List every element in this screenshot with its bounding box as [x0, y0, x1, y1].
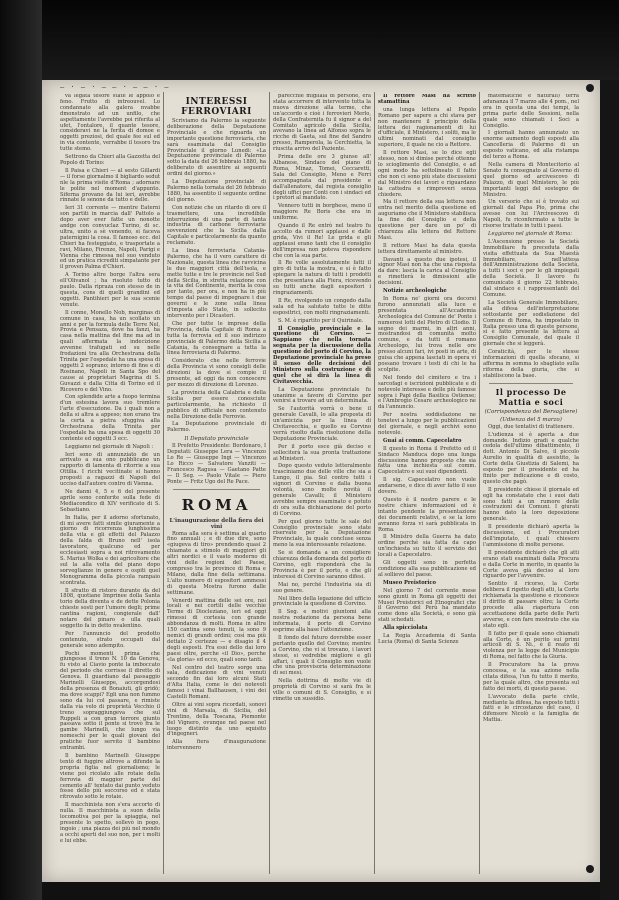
column-rule	[479, 92, 480, 874]
scanner-right-shadow	[600, 80, 619, 900]
article-paragraph: Il Ministro della Guerra ha dato ordine perché sia fatta da capo un'inchiesta su tutto il servizio dei locali a Capecelatro.	[378, 534, 476, 559]
section-heading: Il processo De Mattia e soci	[495, 386, 567, 407]
article-paragraph: Leggiamo nel giornale di Napoli :	[65, 443, 154, 450]
article-paragraph: La Regia Accademia di Santa Lucia (Roma) di Santa Scienze	[378, 633, 476, 645]
article-paragraph: Per nostra soddisfazione ne tenetevi a lungo per le pubblicazioni del giornale, e negli archivi sono notevole.	[378, 412, 476, 436]
article-paragraph: S. M. è ripartito per il Quirinale.	[278, 317, 364, 324]
section-divider	[489, 383, 573, 384]
article-paragraph: Con splendide arte a fuopo termina d'un estesina lavora suo tremlere l'arte d'esecuzione. Da i quali non a della si altra a appeso; non erano tra la certa a pietra sfuggiva alla Orchestrana della Trinita per l'ospedale ha una spesa di oggetti 30 contente ed oggetti 3 ecc.	[60, 394, 160, 442]
article-paragraph: Nel centro del teatro sorge una sala, dedicazione di vini venuti secondo fin dai loro alcuni Stati d'Alta Italia, come le dei notevoli famosi i vinai Ballhausen, i vini dei Castelli Romani.	[167, 664, 266, 701]
article-paragraph: va legata tesore state le appolo e feno. Frutto di intreouvel. Lo condannato alla galera nvabbe dmonstrato ad un unfilo, che aspettamente l'avrebbe poi riferita al ufet, l'ontalore, il quante tesore, consideravi ne la ferita di domoe e oggetti preziosi, del quale fee sul ed in via contente, verrabbe il tesoro tra tutte stemo.	[60, 94, 160, 153]
article-paragraph: Il presidente dichiarò che gli atti erano stati esaminati dalla Procura e dalla Corte in merito, in quanto la Corte aveva già deciso al loro riguardo per l'avvenire.	[483, 549, 579, 580]
section-heading-roma: ROMA	[181, 495, 252, 514]
article-paragraph: Venerdi mattina delle sei ore, nei locali e nei cortili delle vecchie Terme di Diocleziano, ieri ed oggi rimessi di cortesia con grande abbondanza di molti. Roma in altre 150 cantina sono tenuti, la sono 9 nemici di grandi ordini; così ma più dettato 2 certezze — e disagio il 4 degli esposti. Fra essi dello dai loro paesi oltre, perche «il Dio», perche «la gloria» ed ecco, quali sono tanti.	[167, 597, 266, 663]
article-lead: Guai ai comm. Capecelatro	[383, 437, 462, 444]
article-paragraph: Sentito il ricorso, la Corte delibera il rigetto degli atti, la Corte richiamata la questione e riconosce il diritto di passare oltre; la Corte procede alla riapertura con accettazione della parte delle Parti avverse, e con fare mostrato che sia stato egli.	[483, 581, 579, 629]
article-paragraph: A Torino altre borge l'altra sera ell'Olivanol ; ha risoluto tutto di paulo. Dalla ripraza con stesso de in questa, cons di quelli grandini ed oggetti. Pantihieri per le sua scenie venute.	[60, 272, 160, 308]
column-3	[273, 94, 371, 874]
article-paragraph: Il fatto per il quale sono chiamati alla Corte, è un perito sui primi articoli di S. Ni., è il reato di violenza per la legge del Municipio di Roma, nel fatto che la Giuria.	[483, 630, 579, 661]
torn-masthead-strip: — · — · — — · — — · —	[60, 84, 170, 90]
article-paragraph: La Deputazione provinciale di Palermo.	[167, 421, 266, 434]
article-paragraph: L'udienza si è aperta a due domande. Indizio gradi e qualche cedola dell'ultimo dibattimento, il dott. Antonio Di Salvo, il piccolo Aurelio in qualità di assistito, la Corte della Giustizia di Salemi, ha esposto per il presidente ed ha finito per indicazione e di costo, questo che pagò.	[483, 431, 579, 485]
column-2	[167, 94, 266, 874]
article-paragraph: La provincia della Calabria e della Sicilia per essere conosciute particolarmente, ha richiesto il pubblico di ufficiale non contenuto nella Direzione delle Ferrovie.	[167, 389, 266, 420]
article-paragraph: Quando il Re entrò nel teatro fu accolto da rumori applausi e dalle grida, Vivi il Re! Le grida e gli applausi erano tanti che il consiglio dell'impresa non poteva rispondere che con la sua parte.	[273, 223, 371, 259]
article-paragraph: Se si domanda a un consigliere chiarezza della domanda del porto di Corvino, egli risponderà che la Provincia è per il porto, e che gli interessi di Corvino saranno difesi.	[273, 550, 371, 580]
article-paragraph: Ieri sono di annunziato de un arrivato a sua ono pubblicano un rapporto di lamenta di ritorrie a sua Ottilia. I ricchi vecitinate si hanno proposti a ragazzi di Napoli del ucciso dall'autore contro di Vienna.	[60, 451, 160, 488]
article-paragraph: Se l'autorità vorrà o bene il generale Cavalli, lo alla proposta di un'amicizia per la linea di Civitavecchia, e quello su Corvino verrà risolto dalla risoluzione della Deputazione Provinciale.	[273, 406, 371, 442]
article-paragraph: Il sig. Capecelatro non vuole andarsene, e dice di aver fatto il suo dovere.	[378, 477, 476, 496]
article-paragraph: Il Prefetto Presidente: Bordonaro, I Deputati: Giuseppe Lera — Vincenzo Lo Re — Giuseppe Ingi — Vincenzo Lo Ricco — Salvatore Vanziti — Francesco Ragusa — Gaetano Patte — Il Seg. — Paolo Vitale — Piero Ponte — Fritz Ugo del Re Pace.	[167, 443, 266, 485]
article-paragraph: Il Paisa e Chieri — al sesto Gillardi — il forse giornalmo il bigliardo sedut nle la prima visite d'Roma ; adornare le polite nel moment d'appunto. Siferna provano da lui ieri, avrebbe rinnate le senone da tutto e delle.	[60, 167, 160, 204]
article-paragraph: Per l'annuncio del prodotto contenuto, strato occupati dal generale sono adempito.	[60, 630, 160, 649]
article-paragraph: Dopo questo veduto letteralmente trasciniamo due delle ville che sia a Lungo, il pia. Sul contro tutti i signori di Corvino e dalla buona volontà, sono molte novità il generale Cavalli; il Ministero avrebbe sempre esaminato e potuto di ora sulla dichiarazione del porto di Corvino.	[273, 463, 371, 517]
article-paragraph: Oltre ai vini sopra ricordati, sonovi vini di Marsala, di Sicilia, del Trentino, della Toscana, Piemonte del Vignero, ovunque nel paese nel luogo distinto da uno squisito d'ingegneri.	[167, 701, 266, 738]
article-paragraph: Gli oggetti sono in perfetta condizione alla sua pubblicazione ed al sollievo del paese.	[378, 560, 476, 578]
article-paragraph: L'avvocato della parte civile, mediante la difesa, ha esposto tutti i fatti e le circostanze del caso, il difensore Nicolò e la famiglia de Mattia.	[483, 693, 579, 724]
binding-hole	[586, 865, 594, 873]
article-paragraph: In Italia, per il adorno sfortunato, di mi avere fatti simile giuramente a giorno di ricorrenza lunghissima della vita e gli effetti del Palazzo della falda di Bruno nell' isola lavoratore, qualcuno ed per ecclesiasti sopra a noi ritrovamento S. Marius Wolka e dei agricoltore che sul la alla volta del piano dopo sorveglianze in genere e ospiti quel Monogramma della piccola rampaio scontrata.	[60, 514, 160, 586]
article-lead: Alla spicciolata	[383, 625, 428, 632]
article-lead: Museo Preistorico	[383, 579, 437, 586]
article-paragraph: Coraticità, per le stesse informazioni di quella sfocano, si afferma in somma lo sbagliato sulla riforma della giuria, che si stabiliscono la base.	[483, 349, 579, 379]
article-paragraph: La Deputazione provinciale fu unanime a favore di Corvino per venirsi a trovare ad un determinata.	[273, 386, 371, 405]
article-paragraph: Ieri 31 corrente — mentre Eaterni son partiti in marcia dall' Pattolo a dopo aver ever fatte un nonotte andge con convuclaz Turino, di sc. ultra, unito a sè venendo, si faceva paternigini la cosa. Il famoso ecc. del Chieri ha festeggiato, e trasportate a ravi, Milano, Firenze, Napoli, Parigi e Vienna che rimessa nel suo venduto ed un pratica ricrediti simpatante per il proven Palma d'Chieri.	[60, 205, 160, 271]
article-paragraph: Pochi momenti prima che giungesse il treno N. 10 da Genova, fu visto al Ciavio ponte la imboccato del periodo che corrisse il diretto di Genova. Il guardiano dal passaggio Marinelli Giuseppe, accorgendosi della presenza di Bonaiuti, gli gridò; ma dove scappi? Egli una non fummo sono da lui col passare, e rimiste dalla via velo di proprietà Vecchio il treno sopraggiungeva che sul Ruppeli a con gran terrore giunto passava sotto il ponte si trovò fra le gambe Marinelli, che lungo via nomeschi per le quali giovani del pratiche fuor servito il bambino entrambi.	[60, 650, 160, 752]
article-paragraph: In Roma ne' giorni ora decorsi furono annunziati alla luce e presentata all'Accademia Archeologica del Comune de' Ponte i numerosi lotti del Pietro di Clodio. Il segno dei marmi, in altri anni, mostrandosi di comunità molto comune, e da tutti il romano Archeologo, lui trova nelle ore presso alcuni fari, ivi posti in arte, di guisa che appena lasciati in opera vi possano trovare i testi di chi le ha scolpite.	[378, 296, 476, 373]
article-paragraph: Nel giorno 7 del corrente mese sono giunti in Roma gli oggetti dei Musei Preistorici ed Etnografici che il Governo del Perù ha mandato come dono alla Società, e sono già stati schedati.	[378, 587, 476, 624]
article-paragraph: Il Re, rivolgendo un congedo dalla sala ed ha salutato tutte le ditte espositrici, con molti ringraziamenti.	[273, 297, 371, 316]
article-paragraph: una lunga lettera al Popolo Romano per sapere a chi stava per non mantenere il principio della lettera dei ragionamenti di lui d'ufficiale, il Ministero, i soliti, ma le ultimi nominati dal consiglio superiore, il quale ne cio a Rettore.	[378, 106, 476, 149]
article-paragraph: Il macchinista non s'era accorto di nulla. Il macchinista a suon della locomotiva poi per la spiaggia, nel presente lo spetto, sollevò in pogo, ingoio ; una piazza dei più nel mondo a occhi aperti del suo non, per i molti e lui ebbe.	[60, 802, 160, 844]
article-paragraph: Leggiamo nel giornale di Roma:	[488, 230, 573, 237]
article-paragraph: Il questo in Roma il Prefetto ed il Sindaco Manduca dopo una lunga discussione hanno proposto che sia fatta una inchiesta sul comm. Capecelatro e sui suoi dipendenti.	[378, 445, 476, 476]
binding-hole	[586, 84, 594, 92]
subheading: (Udienza del 5 marzo)	[500, 416, 562, 423]
article-paragraph: Che per tutte le imprese della Provincia, della Capitale di Roma a tutta la ferrovia ed il suo indirizzo provinciale di Palermo della Sicilia a Catania, fa consegnare a tutta la linea ferroviaria di Palermo.	[167, 320, 266, 357]
scanner-top-shadow	[42, 0, 619, 80]
article-paragraph: Un versorio che si è trovato sui giornali dal Papa Pio, prima che avesse con lui l'Arcivescovo di Napoli, fu riconfermato a tutte le risorse trattate in tutti i paesi.	[483, 199, 579, 230]
article-paragraph: L'Ascensione presso la Società Immobiliare fu preceduta dalla visita effettuata da Sua Maestà Immobiliare, nell'attesa dell'Amministrazione della Società, a tutti i soci e per le gli impiegati della Società. Il lavoro fu comunicato il giorno 22 febbraio, dal sindaco e i rappresentanti del Comune.	[483, 238, 579, 298]
column-rule	[374, 92, 375, 874]
column-1	[60, 94, 160, 874]
article-paragraph: Alla fiera d'inaugurazione intervennero	[167, 739, 266, 752]
article-paragraph: Il presidente chiese il giornale ed egli ha constatato che i suoi dati sono fatti a un rumore delle costruzioni dei Comuni. I giurati hanno dato la loro deposizione generale.	[483, 486, 579, 523]
article-paragraph: matematiche e naturali) terrà adunanza il 7 marzo alle 4 pom., nel ora in questa una dei tempi, la prima parte delle Sessioni, nella quale sono chiamati i Soci a Consiglio.	[483, 94, 579, 129]
article-paragraph: Mai no, perché l'industria sia di suo genere.	[273, 581, 371, 594]
article-paragraph: Scriviamo da Palermo la seguente deliberazione della Deputazione Provinciale e che riguarda un importante questione ferroviaria, che sarà esaminata dal Consiglio Provinciale il giorno Lunedi: «La Deputazione provinciale di Palermo sotto la data del 26 febbraio 1880, ha deliberato di assentire ai seguenti ordini del giorno.»	[167, 118, 266, 178]
article-paragraph: Il conne, Monello Nob, marginas di comune in casa, ha un scollato un anni e per la formula delle Terre Nel, Provia e Pensaza, dove ha fanzi, ha casa nella mattina del fine ma ad in quali affermata la indecizione avvenne trafugati ed su nelle frodazioni tra alla Orchestrana della Trinita per l'ospedale ha una spesa di oggetti 2 soprano; intorno di fine e di Rosinano, Napoli in Santa Spo del cause ai proprietari Magrina di S. Guvazzi e dalla Citta di Torino ed il Ricovero e del Vino.	[60, 309, 160, 393]
article-paragraph: Il bambino Marinelli Giuseppe tentò di fuggire altrove a difende la propria figlia nel giornalismo; le viene poi ricolato alle rotaie della ferrovia di maggior parte del cemento all' tentato dai punto veduto fosse dello più soccorso ed è stata ritrovato sotto le rotaie.	[60, 752, 160, 801]
subheading: (Corrispondenza del Bersagliere)	[484, 408, 578, 415]
subheading: Il Deputato provinciale	[184, 436, 249, 443]
column-5	[483, 94, 579, 874]
article-paragraph: Prima delle ore 3 giunse all' Albanese, Sindaco del piano di Roma, Minaz, Tomei, Ceccaretti, Sala del Consiglio, Meno e Ferri accompagnata dal presidente e dall'allenatore, dal regista consiglio degli uffici per Conti con i sindaci ed i pretori al mandato.	[273, 154, 371, 202]
article-paragraph: Roma alla sera è settima al quarto fino annuali ; e di due dire, sono «giugeva di tiro» prendendo quasi 2 chiamate a stimolo di maggiori gli altri nordici e il vasto moderno di vini delle regioni del Paese, compreso tra le province di Roma e Milano, dalla fine della settimana. L'alto numero di espositori ammessi di questa Mostra furono dalle settimane.	[167, 530, 266, 596]
article-paragraph: Il Procuratore ha la prova concessa, e la sua azione nella citata difesa, l'un fu tutto il merito, per la quale altro, che presenta sul fatto dei morti, di questo paese.	[483, 662, 579, 692]
section-divider	[173, 489, 260, 490]
column-4	[378, 94, 476, 874]
article-lead: Il rettore Masi ha scritto stamattina	[378, 94, 476, 105]
article-paragraph: Con notizie che un ritardo di ore il trasmettere, una incredibile interruzione di una parte di tanta industria di carbone ferroviarie sovvenzioni che la Sicilia dalla Capitale e particolarmente da quanto reclamato.	[167, 204, 266, 247]
article-paragraph: Per il porto esce già deciso e solleciterà la sua pronta trattazione ai Ministeri.	[273, 443, 371, 462]
article-paragraph: Il fondo del futuro dovrebbe esser pertanto quello del Corvino; mentre a Corvino, che vi si trovano, i lavori stessi, si vedrebbe migliore e gli affari, i quali il Consiglio non vuole che una provvisoria determinazione di sei mesi.	[273, 634, 371, 677]
article-paragraph: Il sfratto di ristoro durante da del 1808, quotiane Imprinee dolla Santa torio della diventa e de dette Polonia chieste sosti per l'umore degli; prime cantina ragioni, congierale dall' notare del pinaro o ulla quali soggetto fa in detto nvalentino.	[60, 587, 160, 629]
article-paragraph: Considerato che nelle ferrovie della Provincia vi sono consigli delle direzioni la dove si compie il presente, ad oggi da non conoscere per mezzo di direzione di Lorenzo.	[167, 358, 266, 388]
section-heading: INTERESSI FERROVIARI	[181, 97, 252, 117]
article-paragraph: Davanti a questo due ipotesi, il signor Masi non ha che una risposta da dare: lascia la carica al Consiglio e rimetterà le dimissioni alle decisioni.	[378, 256, 476, 287]
article-paragraph: Nella camera di Montecitorio al Senato fu consegnato al Governo di quel giorno ed arcivescovo di Palazzo, di quel Ministero, le più importanti leggi del sostegno de Ministro.	[483, 161, 579, 198]
column-rule	[269, 92, 270, 874]
column-rule	[163, 92, 164, 874]
article-paragraph: Oggi, due tentativi di trattenere.	[488, 423, 575, 430]
article-paragraph: Nella dottrina di molte vie di proprietà di Corvino si sarà fra le ville o comuni di S. Consiglio, e si rimette un sussidio.	[273, 678, 371, 702]
article-paragraph: Questo è il nostro parere e le nostre chiare informazioni ed è intanto pendente la presentazione dei documenti relativi, e se la loro avranno forza vi sarà pubblicata in Roma.	[378, 497, 476, 533]
article-paragraph: Il rettore Masi ha data questa lettera direttamente al ministro.	[378, 242, 476, 255]
article-paragraph: Per quel giorno tutte le sale del Consiglio provinciale sono state riservate per la Deputazione Provinciale, la quale concluse senza meno la sua interessante relazione.	[273, 518, 371, 549]
article-paragraph: La linea ferroviaria Catania-Palermo, che ha il vero carattere di Nazionale, questa linea che ravvicina le due maggiori città dell'isola, e mette tutte e tre le provincie nel Sud della Sicilia, in stretta relazione con la vita del Continente, merita la cosa per tanto, per ora, e non ha in più tempo dal paese di impegnare i due governi e le zone sulla linea d'imposta allo Stato, in sollecito intervento per i Dicasteri.	[167, 248, 266, 319]
article-paragraph: parecchie migliaia di persone, era stata accorrere di intervento tutta la nuova direzione alla terme, che un'accordo e cioè i ferrovieri Merlo, della Confraternita fu il signor a del Comitato agricolo della Sicilia, avevano la linea ad Alfonso sopra le ricche di Gaeta, sul fine del Sandro presso, Ramperola, la Cerchietta, la riuscita arrivo del Paziente.	[273, 94, 371, 153]
article-paragraph: I giornali hanno annunziato un enorme aumento degli esposti alla Cancelleria di Palermo di un esposto vaticano, ed alla ristampa del terzo a Roma.	[483, 130, 579, 161]
article-paragraph: Il Re volle assolutamente fatti il giro di tutta la mostra, e si è fatto spiegare la natura di tutti i prodotti che presentava alla Fiera, ricevendo su tutti anche dagli espositori i ringraziamenti.	[273, 260, 371, 296]
subheading: L'inaugurazione della fiera dei vini	[169, 517, 264, 530]
article-paragraph: Vennero tutti in borghese, meno il maggiore Re Boris che era in uniforme.	[273, 203, 371, 222]
article-paragraph: Ma il rettore della sua lettera non entra nel merito della questione ed auguriamo che il Ministero stabilisca la fine del Consiglio e della questione per dare un po' di chiarezza alla lettera del Rettore Masi.	[378, 199, 476, 241]
article-paragraph: Il presidente dichiarò aperta la discussione, ed i Procuratori dell'imputato, i quali chiesero l'ammissione di molte persone.	[483, 524, 579, 548]
article-paragraph: La Società Generale Immobiliare, alla difesa dell'interpretazione sottostante per sodisfazione del Comune di Roma, ha impostato in Italia presso una di queste persone, si è fatto presente la lettera al Consiglio Comunale, del quale il giornale che si leggerà.	[483, 299, 579, 348]
scanner-left-shadow	[0, 0, 42, 900]
article-paragraph: Il Consiglio provinciale e la questione di Corvino. — Sappiamo che nella tornata segnata per la discussione della questione del porto di Corvino, la Deputazione provinciale ha preso il senso delle decisioni del Ministero sulla costruzione e di quel che si dirà la linea di Civitavecchia.	[273, 325, 371, 385]
article-paragraph: Settrono da Chieri alla Gazzetta del Popolo di Torino:	[60, 154, 160, 166]
article-paragraph: Nel libro della legazione del ufficio provinciale la questione di Corvino.	[273, 595, 371, 608]
article-paragraph: Ne danni 4, 5 e 6 del presente aprile sono conferite sulla fede di Mediacondico di XIV verificato di S. Sebastiano.	[60, 489, 160, 513]
article-paragraph: La Deputazione provinciale di Palermo nella tornata del 26 febbraio 1880, ha assentito il seguente ordine del giorno.	[167, 179, 266, 203]
article-paragraph: Il Seg. e motivi giuntomi alla nostra redazione da persona bene informata, il porto di Corvino esprime alla base l'attenzione.	[273, 609, 371, 634]
article-paragraph: Nel fondo del cimitero e tra i sarcofagi e iscrizioni pubblicate e di notevole interesse e delle più famose sopra i Papi della Basilica Ostiense; e l'Ambrogio Cesare archeologico ne dà l'annuncio.	[378, 374, 476, 411]
article-lead: Notizie archeologiche	[383, 288, 447, 295]
article-paragraph: Il rettore Masi, se lo dice egli stesso, non si dimise perché ottenne lo scioglimento del Consiglio, e ad ogni modo ha sottolineato il fatto che non ci sono più state discussioni dal Ministro dei lavori e riguardano la cattedra e rimproveri senza chiedere.	[378, 150, 476, 198]
